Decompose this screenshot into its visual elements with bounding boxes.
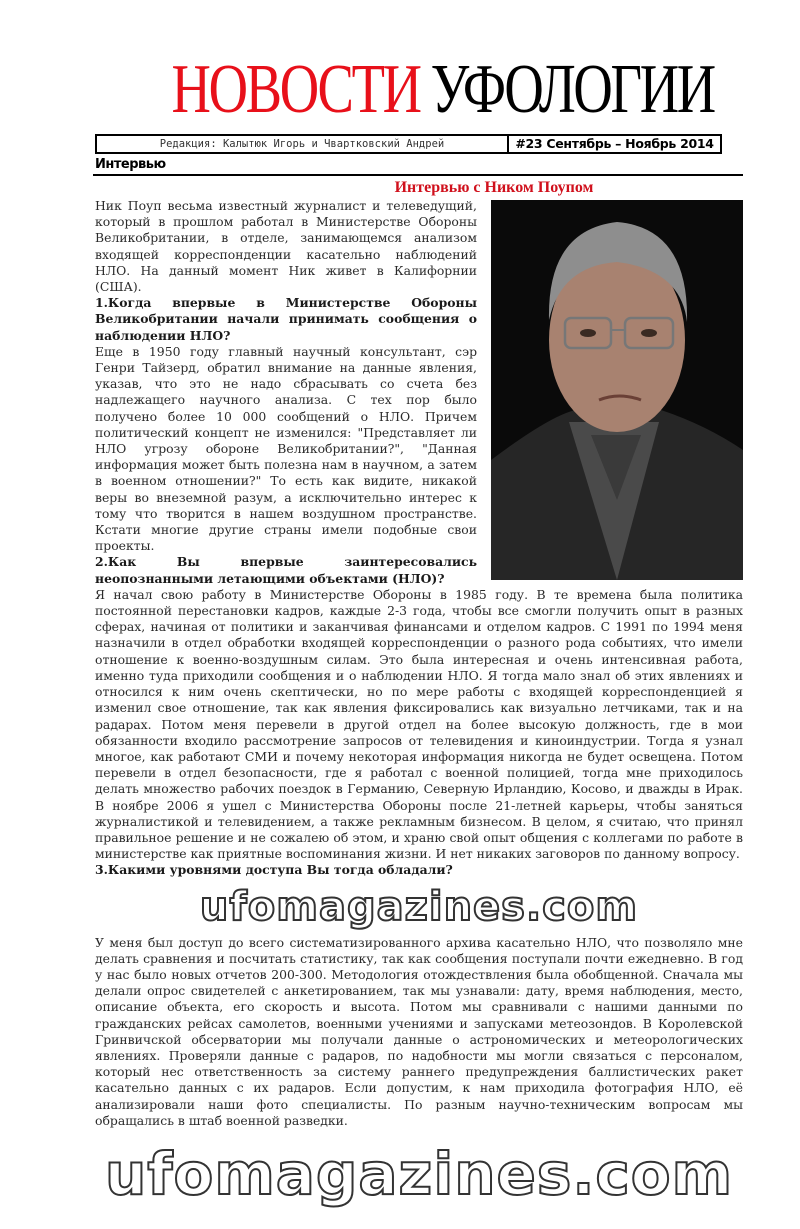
portrait-photo xyxy=(491,200,743,580)
answer-2-column-part: Я начал свою работу в Министерстве Обороны в 1985 году. В те времена была политика постоянной перестановки кадров, каждые 2-3 года, чтобы все смогли получить опыт в разных сферах, начиная от политики и заканчивая финансами и отделом кадров. С 1991 по 1994 меня xyxy=(95,586,743,635)
issue-number: #23 Сентябрь – Ноябрь 2014 xyxy=(515,136,714,151)
editors-credit: Редакция: Калытюк Игорь и Чвартковский Андрей xyxy=(97,136,509,152)
masthead-inner xyxy=(171,52,713,128)
answer-1: Еще в 1950 году главный научный консультант, сэр Генри Тайзерд, обратил внимание на данные явления, указав, что это не надо сбрасывать со счета без надлежащего научного анализа. С тех пор было получено более 10 000 сообщений о НЛО. Причем политический концепт не изменился: "Представляет ли НЛО угрозу обороне Великобритании?", "Данная информация может быть полезна нам в научном, а затем в военном отношении?" То есть как видите, никакой веры во внеземной разум, а исключительно интерес к тому что творится в нашем воздушном пространстве. Кстати многие другие страны имели подобные свои проекты. xyxy=(95,343,477,554)
masthead-title xyxy=(95,52,743,128)
masthead-part-ufology: УФОЛОГИИ xyxy=(430,52,714,128)
question-1: 1.Когда впервые в Министерстве Обороны Великобритании начали принимать сообщения о наблюдении НЛО? xyxy=(95,295,477,343)
answer-2-full-part: назначили в отдел обработки входящей корреспонденции о разного рода событиях, что имели отношение к военно-воздушным силам. Это была интересная и очень интенсивная работа, именно туда приходили сообщения и о наблюдении НЛО. Я тогда мало знал об этих явлениях и относился к ним очень скептически, но по мере работы с входящей корреспонденцией я изменил свое отношение, так как явления фиксировались как визуально летчиками, так и на радарах. Потом меня перевели в другой отдел на более высокую должность, где в мои обязанности входило рассмотрение запросов от телевидения и киноиндустрии. Тогда я узнал многое, как работают СМИ и почему некоторая информация никогда не будет освещена. Потом перевели в отдел безопасности, где я работал с военной полицией, тогда мне приходилось делать множество рабочих поездок в Германию, Северную Ирландию, Косово, и дважды в Ирак. В ноябре 2006 я ушел с Министерства Обороны после 21-летней карьеры, чтобы заняться журналистикой и телевидением, а также рекламным бизнесом. В целом, я считаю, что принял правильное решение и не сожалею об этом, и храню свой опыт общения с коллегами по работе в министерстве как приятные воспоминания жизни. И нет никаких заговоров по данному вопросу. xyxy=(95,635,743,862)
section-divider xyxy=(93,174,743,176)
intro-paragraph: Ник Поуп весьма известный журналист и телеведущий, который в прошлом работал в Министерстве Обороны Великобритании, в отделе, занимающемся анализом входящей корреспонденции касательно наблюдений НЛО. На данный момент Ник живет в Калифорнии (США). xyxy=(95,198,477,295)
question-3: 3.Какими уровнями доступа Вы тогда обладали? xyxy=(95,862,453,878)
watermark-text-large: ufomagazines.com xyxy=(104,1139,734,1208)
answer-3: У меня был доступ до всего систематизированного архива касательно НЛО, что позволяло мне делать сравнения и посчитать статистику, так как сообщения поступали почти ежедневно. В год у нас было новых отчетов 200-300. Методология отождествления была обобщенной. Сначала мы делали опрос свидетелей с анкетированием, так мы узнавали: дату, время наблюдения, место, описание объекта, его скорость и высота. Потом мы сравнивали с нашими данными по гражданских рейсах самолетов, военными учениями и запусками метеозондов. В Королевской Гринвичской обсерватории мы получали данные о астрономических и метеорологических явлениях. Проверяли данные с радаров, по надобности мы могли связаться с персоналом, который нес ответственность за систему раннего предупреждения баллистических ракет касательно данных с их радаров. Если допустим, к нам приходила фотография НЛО, её анализировали наши фото специалисты. По разным научно-техническим вопросам мы обращались в штаб военной разведки. xyxy=(95,934,743,1128)
article-body xyxy=(95,198,743,1129)
issue-info-bar xyxy=(95,134,722,154)
answer-2 xyxy=(95,587,743,862)
portrait-illustration xyxy=(491,200,743,580)
question-2: 2.Как Вы впервые заинтересовались неопознанными летающими объектами (НЛО)? xyxy=(95,554,477,586)
masthead-part-news: НОВОСТИ xyxy=(171,52,420,128)
section-label: Интервью xyxy=(95,157,166,172)
article-title: Интервью с Ником Поупом xyxy=(394,179,594,196)
watermark-text: ufomagazines.com xyxy=(199,883,639,930)
